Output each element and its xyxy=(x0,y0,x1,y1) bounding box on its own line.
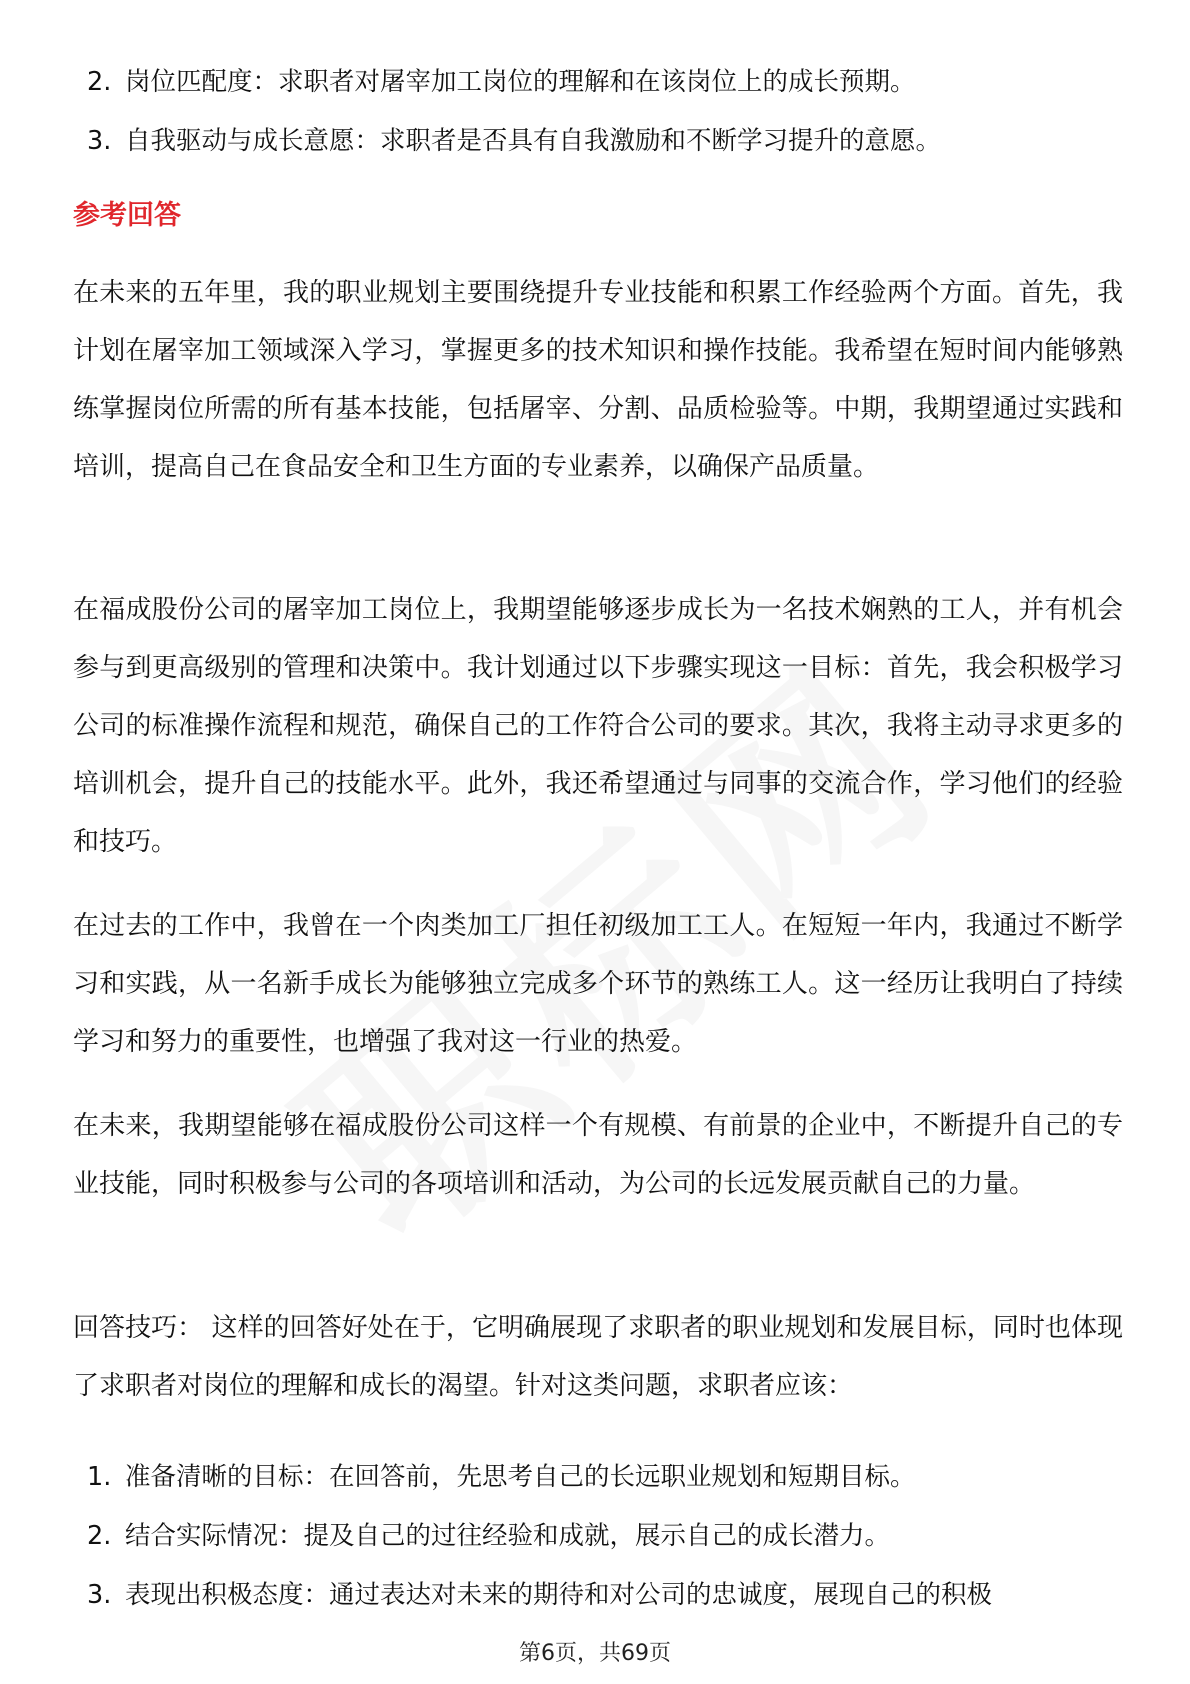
criteria-list xyxy=(73,53,1133,171)
answer-paragraph: 在过去的工作中，我曾在一个肉类加工厂担任初级加工工人。在短短一年内，我通过不断学习和实践，从一名新手成长为能够独立完成多个环节的熟练工人。这一经历让我明白了持续学习和努力的重要性，也增强了我对这一行业的热爱。 xyxy=(73,911,1123,1057)
list-item-label: 结合实际情况： xyxy=(125,1521,304,1551)
tips-list xyxy=(73,1448,1133,1625)
list-number: 2. xyxy=(87,1521,112,1551)
answer-paragraph: 在未来，我期望能够在福成股份公司这样一个有规模、有前景的企业中，不断提升自己的专业技能，同时积极参与公司的各项培训和活动，为公司的长远发展贡献自己的力量。 xyxy=(73,1111,1123,1199)
list-item-text: 在回答前，先思考自己的长远职业规划和短期目标。 xyxy=(329,1462,916,1492)
list-item-label: 自我驱动与成长意愿： xyxy=(125,126,381,156)
list-item xyxy=(73,1448,1133,1507)
answer-tips-paragraph: 回答技巧： 这样的回答好处在于，它明确展现了求职者的职业规划和发展目标，同时也体现了求职者对岗位的理解和成长的渴望。针对这类问题，求职者应该： xyxy=(73,1313,1123,1401)
list-item-label: 岗位匹配度： xyxy=(125,67,279,97)
list-item-text: 求职者是否具有自我激励和不断学习提升的意愿。 xyxy=(380,126,942,156)
list-item xyxy=(73,1566,1133,1625)
list-number: 2. xyxy=(87,67,112,97)
list-number: 3. xyxy=(87,126,112,156)
list-number: 3. xyxy=(87,1580,112,1610)
answer-paragraph: 在未来的五年里，我的职业规划主要围绕提升专业技能和积累工作经验两个方面。首先，我计划在屠宰加工领域深入学习，掌握更多的技术知识和操作技能。我希望在短时间内能够熟练掌握岗位所需的所有基本技能，包括屠宰、分割、品质检验等。中期，我期望通过实践和培训，提高自己在食品安全和卫生方面的专业素养，以确保产品质量。 xyxy=(73,278,1123,482)
list-item-label: 表现出积极态度： xyxy=(125,1580,330,1610)
list-item-text: 通过表达对未来的期待和对公司的忠诚度，展现自己的积极 xyxy=(329,1580,993,1610)
list-item-text: 提及自己的过往经验和成就，展示自己的成长潜力。 xyxy=(303,1521,891,1551)
list-item xyxy=(73,1507,1133,1566)
list-item xyxy=(73,53,1133,112)
list-number: 1. xyxy=(87,1462,112,1492)
page-footer: 第6页，共69页 xyxy=(519,1641,671,1666)
reference-answer-heading: 参考回答 xyxy=(73,200,181,231)
list-item xyxy=(73,112,1133,171)
list-item-text: 求职者对屠宰加工岗位的理解和在该岗位上的成长预期。 xyxy=(278,67,916,97)
answer-paragraph: 在福成股份公司的屠宰加工岗位上，我期望能够逐步成长为一名技术娴熟的工人，并有机会参与到更高级别的管理和决策中。我计划通过以下步骤实现这一目标：首先，我会积极学习公司的标准操作流程和规范，确保自己的工作符合公司的要求。其次，我将主动寻求更多的培训机会，提升自己的技能水平。此外，我还希望通过与同事的交流合作，学习他们的经验和技巧。 xyxy=(73,595,1123,857)
list-item-label: 准备清晰的目标： xyxy=(125,1462,330,1492)
